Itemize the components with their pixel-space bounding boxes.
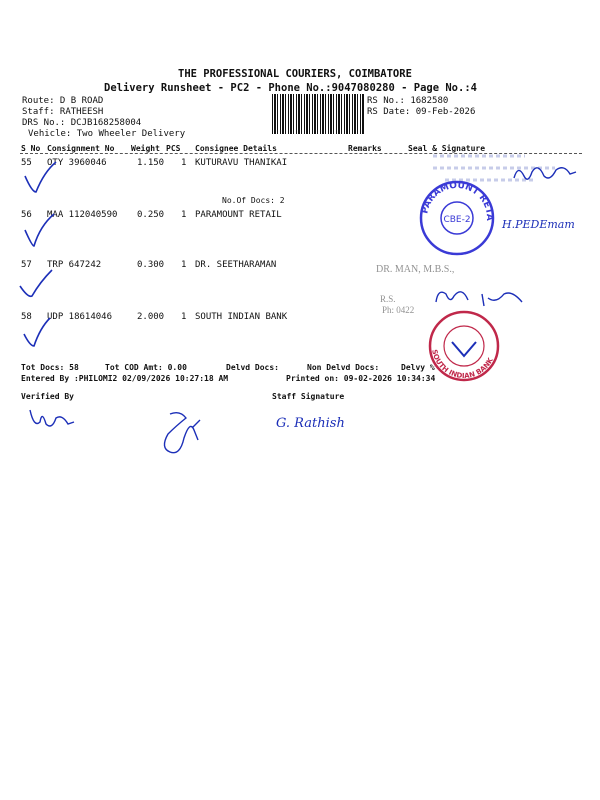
verified-by-label: Verified By [21,392,74,401]
staff-label: Staff: RATHEESH [22,107,104,117]
rs-date: RS Date: 09-Feb-2026 [367,107,476,117]
supervisor-signature [150,408,210,468]
signature-56: H.PEDEmam [502,218,575,231]
row-55-sno: 55 [21,158,32,168]
checkmark-58-icon [20,314,60,354]
barcode [272,94,364,134]
delivered-docs: Delvd Docs: [226,363,279,372]
rs-number: RS No.: 1682580 [367,96,449,106]
row-55-consignment: OTY 3960046 [47,158,107,168]
row-56-pcs: 1 [181,210,187,220]
company-title: THE PROFESSIONAL COURIERS, COIMBATORE [178,68,412,80]
total-docs: Tot Docs: 58 [21,363,79,372]
row-55-consignee: KUTURAVU THANIKAI [195,158,288,168]
total-cod: Tot COD Amt: 0.00 [105,363,187,372]
row-58-pcs: 1 [181,312,187,322]
row-57-consignee: DR. SEETHARAMAN [195,260,277,270]
bank-ring-text: SOUTH INDIAN BANK [430,348,495,381]
paramount-ring-text: PARAMOUNT RETAIL [410,171,495,221]
vehicle-label: Vehicle: Two Wheeler Delivery [28,129,186,139]
row-56-docs: No.Of Docs: 2 [222,196,285,205]
paramount-center-text: CBE-2 [443,215,471,225]
row-58-consignee: SOUTH INDIAN BANK [195,312,288,322]
staff-signature-text: G. Rathish [276,416,345,431]
row-57-weight: 0.300 [137,260,165,270]
row-55-pcs: 1 [181,158,187,168]
staff-signature-label: Staff Signature [272,392,345,401]
col-consignment: Consignment No [47,144,115,153]
bank-seal-icon [420,306,510,386]
col-weight: Weight [131,144,160,153]
checkmark-55-icon [20,158,60,198]
col-remarks: Remarks [348,144,382,153]
entered-by: Entered By :PHILOMI2 02/09/2026 10:27:18 AM [21,374,229,383]
non-delivered-docs: Non Delvd Docs: [307,363,380,372]
doctor-stamp-line1: DR. MAN, M.B.S., [376,264,455,275]
row-58-sno: 58 [21,312,32,322]
runsheet-subtitle: Delivery Runsheet - PC2 - Phone No.:9047080280 - Page No.:4 [104,82,477,94]
doctor-stamp-line2: R.S. [380,294,396,304]
row-57-consignment: TRP 647242 [47,260,102,270]
route-label: Route: D B ROAD [22,96,104,106]
col-seal: Seal & Signature [408,144,486,153]
col-sno: S No [21,144,41,153]
verified-by-signature [26,404,76,434]
row-57-sno: 57 [21,260,32,270]
row-55-weight: 1.150 [137,158,165,168]
drs-number: DRS No.: DCJB168258004 [22,118,142,128]
col-pcs: PCS [166,144,181,153]
row-56-consignee: PARAMOUNT RETAIL [195,210,282,220]
row-56-weight: 0.250 [137,210,165,220]
signature-55 [510,158,580,188]
row-56-sno: 56 [21,210,32,220]
row-57-pcs: 1 [181,260,187,270]
row-58-consignment: UDP 18614046 [47,312,113,322]
checkmark-56-icon [20,212,60,252]
row-56-consignment: MAA 112040590 [47,210,118,220]
svg-text:PARAMOUNT RETAIL [410,171,494,221]
col-consignee: Consignee Details [195,144,277,153]
checkmark-57-icon [18,268,58,308]
printed-on: Printed on: 09-02-2026 10:34:34 [286,374,436,383]
paramount-seal-icon [410,171,503,258]
delivery-percent: Delvy % [401,363,435,372]
doctor-stamp-line3: Ph: 0422 [382,305,415,315]
row-58-weight: 2.000 [137,312,165,322]
